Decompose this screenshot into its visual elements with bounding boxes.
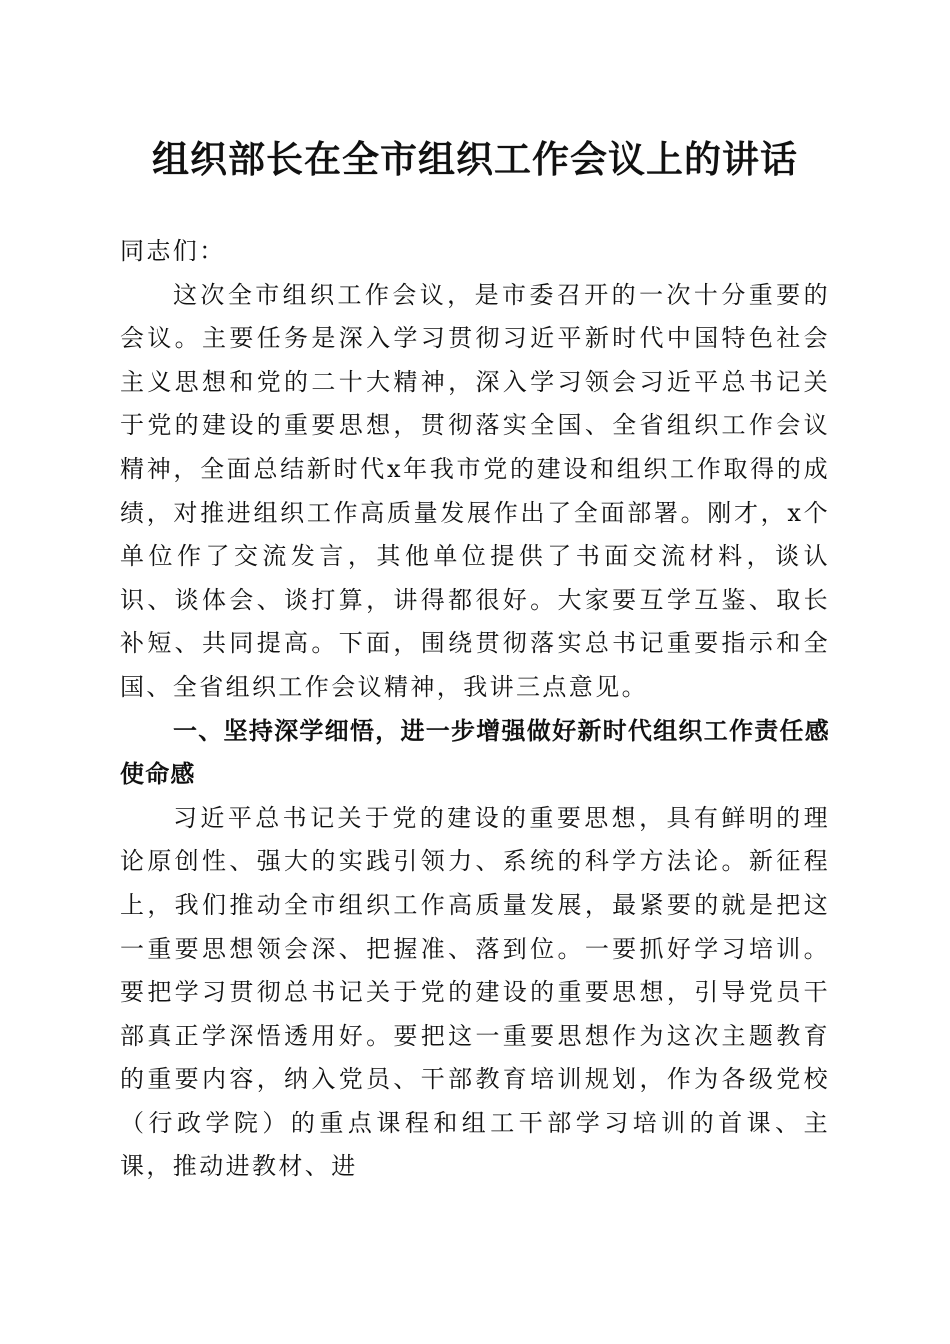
paragraph-section-1: 习近平总书记关于党的建设的重要思想，具有鲜明的理论原创性、强大的实践引领力、系统的科学方法论。新征程上，我们推动全市组织工作高质量发展，最紧要的就是把这一重要思想领会深、把握准、落到位。一要抓好学习培训。要把学习贯彻总书记关于党的建设的重要思想，引导党员干部真正学深悟透用好。要把这一重要思想作为这次主题教育的重要内容，纳入党员、干部教育培训规划，作为各级党校（行政学院）的重点课程和组工干部学习培训的首课、主课，推动进教材、进 [120, 803, 830, 1181]
document-body [120, 230, 830, 1189]
salutation: 同志们： [120, 237, 226, 265]
paragraph-intro: 这次全市组织工作会议，是市委召开的一次十分重要的会议。主要任务是深入学习贯彻习近平新时代中国特色社会主义思想和党的二十大精神，深入学习领会习近平总书记关于党的建设的重要思想，贯彻落实全国、全省组织工作会议精神，全面总结新时代x年我市党的建设和组织工作取得的成绩，对推进组织工作高质量发展作出了全面部署。刚才，x个单位作了交流发言，其他单位提供了书面交流材料，谈认识、谈体会、谈打算，讲得都很好。大家要互学互鉴、取长补短、共同提高。下面，围绕贯彻落实总书记重要指示和全国、全省组织工作会议精神，我讲三点意见。 [120, 280, 830, 701]
document-title: 组织部长在全市组织工作会议上的讲话 [152, 137, 798, 181]
section-heading-1: 一、坚持深学细悟，进一步增强做好新时代组织工作责任感使命感 [120, 716, 830, 789]
